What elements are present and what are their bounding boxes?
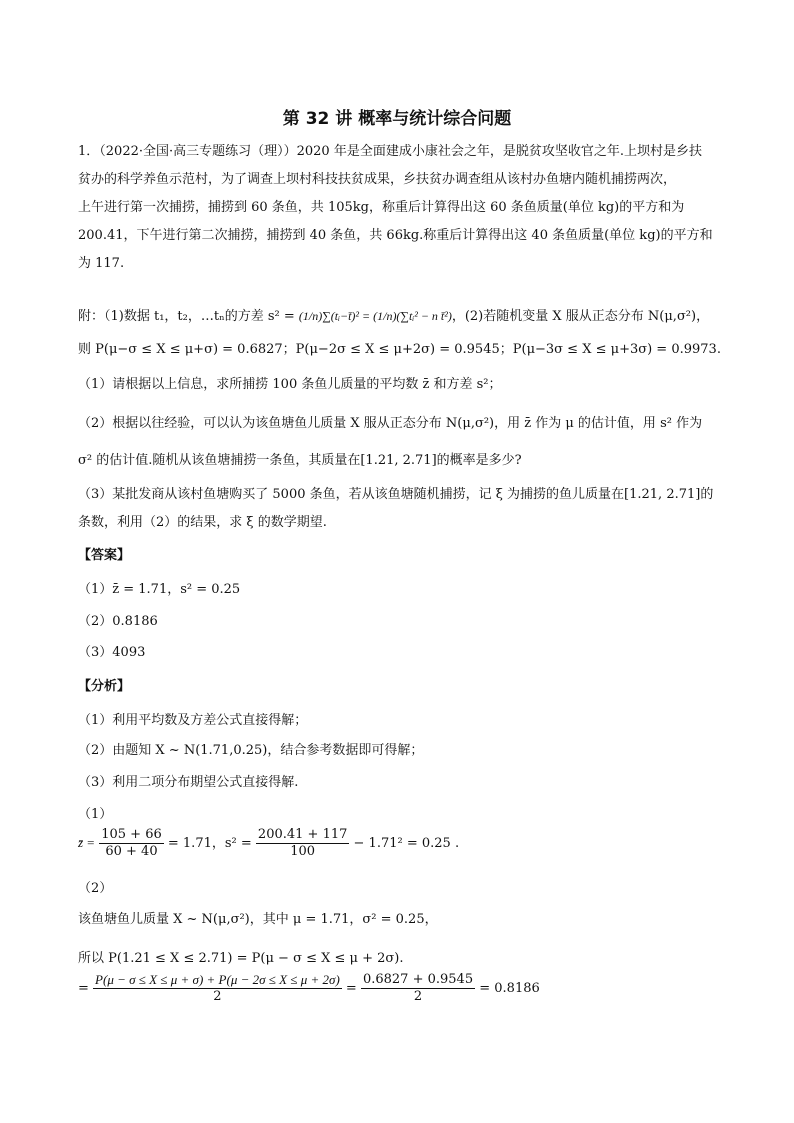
solution-probability: 所以 P(1.21 ≤ X ≤ 2.71) = P(μ − σ ≤ X ≤ μ + 2σ). (78, 951, 404, 966)
problem-line: 贫办的科学养鱼示范村，为了调查上坝村科技扶贫成果，乡扶贫办调查组从该村办鱼塘内随机捕捞两次， (78, 172, 677, 187)
question-1: （1）请根据以上信息，求所捕捞 100 条鱼儿质量的平均数 z̄ 和方差 s²； (78, 377, 502, 392)
value-fraction (361, 972, 475, 1005)
answer-2: （2）0.8186 (78, 614, 158, 629)
problem-line: 为 117. (78, 256, 125, 271)
question-2-line-1: （2）根据以往经验，可以认为该鱼塘鱼儿质量 X 服从正态分布 N(μ,σ²)，用 z̄ 作为 μ 的估计值，用 s² 作为 (78, 416, 703, 431)
page-title: 第 32 讲 概率与统计综合问题 (282, 109, 512, 129)
analysis-2: （2）由题知 X ~ N(1.71,0.25)，结合参考数据即可得解； (78, 743, 424, 758)
variance-fraction (256, 827, 349, 860)
mean-numerator: 105 + 66 (101, 827, 162, 842)
solution-final (78, 972, 728, 1006)
mean-fraction (99, 827, 164, 860)
question-2-line-2: σ² 的估计值.随机从该鱼塘捕捞一条鱼，其质量在[1.21, 2.71]的概率是多少? (78, 453, 522, 468)
probability-numerator: P(μ − σ ≤ X ≤ μ + σ) + P(μ − 2σ ≤ X ≤ μ + 2σ) (95, 972, 340, 987)
question-3-line-1: （3）某批发商从该村鱼塘购买了 5000 条鱼，若从该鱼塘随机捕捞，记 ξ 为捕捞的鱼儿质量在[1.21, 2.71]的 (78, 487, 714, 502)
variance-result: − 1.71² = 0.25 . (353, 836, 460, 851)
value-numerator: 0.6827 + 0.9545 (362, 972, 474, 987)
variance-formula: (1/n)∑(tᵢ−t̄)² = (1/n)(∑tᵢ² − n t̄²) (298, 309, 452, 323)
analysis-1: （1）利用平均数及方差公式直接得解； (78, 713, 308, 728)
analysis-3: （3）利用二项分布期望公式直接得解. (78, 775, 299, 790)
question-3-line-2: 条数，利用（2）的结果，求 ξ 的数学期望. (78, 515, 327, 530)
variance-denominator: 100 (290, 844, 316, 859)
solution-part-1: （1） (78, 807, 113, 822)
appendix-line-1 (78, 306, 728, 327)
mean-lhs: z̄ = (78, 835, 96, 850)
problem-line: 上午进行第一次捕捞，捕捞到 60 条鱼，共 105kg，称重后计算得出这 60 条鱼质量(单位 kg)的平方和为 (78, 200, 685, 215)
mean-denominator: 60 + 40 (105, 844, 158, 859)
probability-fraction (93, 972, 342, 1005)
answer-3: （3）4093 (78, 645, 146, 660)
answer-1: （1）z̄ = 1.71，s² = 0.25 (78, 582, 241, 597)
final-result: = 0.8186 (479, 981, 540, 996)
appendix-text: 附：（1)数据 t₁，t₂，…tₙ的方差 s² = (78, 309, 299, 324)
solution-mean-variance (78, 826, 728, 861)
problem-line: 1．（2022·全国·高三专题练习（理））2020 年是全面建成小康社会之年，是脱贫攻坚收官之年.上坝村是乡扶 (78, 144, 702, 159)
mean-result: = 1.71，s² = (167, 836, 252, 851)
answer-heading: 【答案】 (78, 548, 131, 563)
appendix-line-2: 则 P(μ−σ ≤ X ≤ μ+σ) = 0.6827；P(μ−2σ ≤ X ≤ μ+2σ) = 0.9545；P(μ−3σ ≤ X ≤ μ+3σ) = 0.9973. (78, 342, 721, 357)
problem-statement (78, 138, 728, 278)
solution-distribution: 该鱼塘鱼儿质量 X ~ N(μ,σ²)，其中 μ = 1.71，σ² = 0.25， (78, 912, 438, 927)
probability-denominator: 2 (213, 989, 222, 1004)
appendix-text: ，(2)若随机变量 X 服从正态分布 N(μ,σ²)， (451, 309, 710, 324)
value-denominator: 2 (413, 989, 423, 1004)
solution-part-2: （2） (78, 881, 113, 896)
variance-numerator: 200.41 + 117 (257, 827, 348, 842)
final-equals: = (345, 981, 357, 996)
problem-line: 200.41，下午进行第二次捕捞，捕捞到 40 条鱼，共 66kg.称重后计算得出这 40 条鱼质量(单位 kg)的平方和 (78, 228, 713, 243)
analysis-heading: 【分析】 (78, 679, 131, 694)
final-equals: = (78, 981, 89, 996)
